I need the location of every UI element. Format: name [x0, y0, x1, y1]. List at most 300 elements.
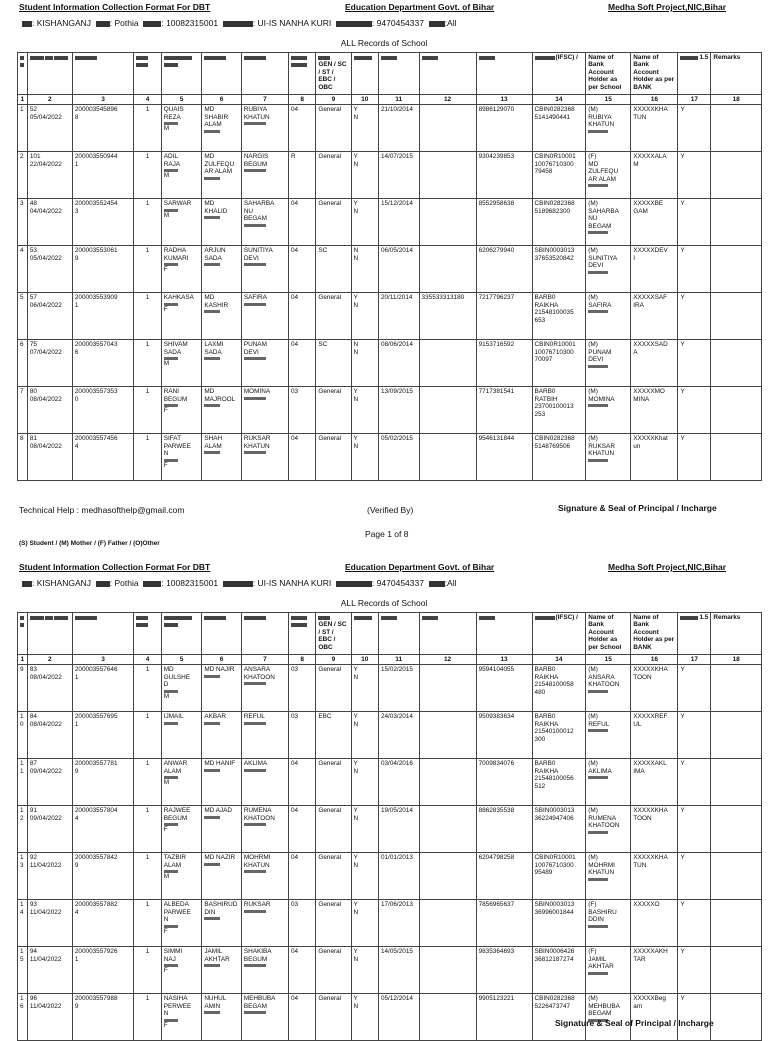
cell-line: N	[353, 254, 359, 262]
hindi-text	[588, 831, 608, 834]
category-cell: General	[316, 947, 351, 994]
cell-line: XXXXXBE	[633, 200, 664, 208]
student-id-cell	[72, 900, 133, 947]
cell-line: MD HANIF	[204, 760, 236, 768]
mobile-cell: 9546131844	[476, 434, 532, 481]
admission-date: 11/04/2022	[29, 861, 62, 869]
ifsc-account-cell	[532, 246, 586, 293]
student-id: 200003557456	[74, 435, 118, 443]
hindi-text	[204, 863, 220, 866]
cell-line: MOMINA	[243, 388, 271, 396]
table-row	[18, 759, 762, 806]
father-name-cell	[202, 759, 242, 806]
col17-cell: Y	[678, 759, 711, 806]
mother-name-cell	[241, 340, 288, 387]
student-id-digit: 3	[74, 207, 79, 215]
mother-name-cell	[241, 900, 288, 947]
cell-line: ALBEDA	[163, 901, 189, 909]
cell-line: (M)	[588, 760, 598, 768]
admission-no: 48	[29, 200, 37, 208]
dob-cell: 08/06/2014	[378, 340, 419, 387]
student-id-cell	[72, 387, 133, 434]
mobile-cell: 9594104055	[476, 665, 532, 712]
cell-line: CBIN0282368	[534, 200, 575, 208]
cell-line: BEGUM	[243, 955, 268, 963]
column-number: 13	[476, 95, 532, 105]
student-name-cell	[161, 806, 202, 853]
code-cell: 04	[288, 293, 315, 340]
cell-line: AKBAR	[204, 713, 226, 721]
cell-line: N	[353, 395, 359, 403]
admission-cell	[27, 994, 72, 1041]
mobile-cell: 7009834076	[476, 759, 532, 806]
yn-cell	[351, 293, 378, 340]
ifsc-account-cell	[532, 900, 586, 947]
cell-line: CBIN0282368	[534, 106, 575, 114]
category-cell: General	[316, 994, 351, 1041]
cell-line: ALAM	[204, 121, 222, 129]
hindi-text	[164, 722, 178, 725]
student-id: 200003557926	[74, 948, 118, 956]
cell-line: Y	[353, 666, 358, 674]
cell-line: ADIL	[163, 153, 178, 161]
cell-line: PUNAM	[243, 341, 267, 349]
admission-date: 07/04/2022	[29, 348, 62, 356]
aadhaar-cell	[419, 246, 476, 293]
cell-line: ANSARA	[588, 673, 615, 681]
mother-name-cell	[241, 994, 288, 1041]
code-cell: 03	[288, 387, 315, 434]
category-cell: General	[316, 199, 351, 246]
cell-line: XXXXXDEV	[633, 247, 668, 255]
column-number: 7	[241, 95, 288, 105]
admission-no: 94	[29, 948, 37, 956]
dob-cell: 17/06/2013	[378, 900, 419, 947]
hindi-text	[588, 972, 608, 975]
code-cell: 04	[288, 759, 315, 806]
column-number: 17	[678, 95, 711, 105]
admission-cell	[27, 387, 72, 434]
cell-line: REFUL	[243, 713, 265, 721]
admission-no: 83	[29, 666, 37, 674]
serial-cell: 14	[18, 900, 28, 947]
cell-line: XXXXXKHA	[633, 106, 668, 114]
cell-line: BEGAM	[243, 1002, 267, 1010]
header-center: Education Department Govt. of Bihar	[345, 2, 495, 12]
col17-cell: Y	[678, 340, 711, 387]
admission-cell	[27, 947, 72, 994]
cell-line: Y	[353, 713, 358, 721]
cell-line: N	[353, 767, 359, 775]
hindi-text	[244, 722, 266, 725]
student-id-cell	[72, 199, 133, 246]
cell-line: N	[163, 916, 169, 924]
aadhaar-cell	[419, 105, 476, 152]
header-right: Medha Soft Project,NIC,Bihar	[608, 2, 727, 12]
hindi-text	[204, 130, 220, 133]
ifsc-account-cell	[532, 199, 586, 246]
cell-line: NU	[588, 215, 598, 223]
hindi-text	[244, 303, 266, 306]
student-id-digit: 9	[74, 1002, 79, 1010]
cell-line: AKLIMA	[588, 767, 612, 775]
cell-line: N	[353, 160, 359, 168]
header-right-2: Medha Soft Project,NIC,Bihar	[608, 562, 727, 572]
cell-line: SIMMI	[163, 948, 183, 956]
district-value-2: : KISHANGANJ	[32, 578, 92, 588]
code-cell: 04	[288, 434, 315, 481]
cell-line: N	[353, 908, 359, 916]
cell-line: MD NAZIR	[204, 854, 236, 862]
column-number: 1	[18, 655, 28, 665]
cell-line: MOHRMI	[588, 861, 615, 869]
col17-cell: Y	[678, 199, 711, 246]
hindi-text	[204, 769, 220, 772]
col17-cell: Y	[678, 434, 711, 481]
class-cell: 1	[134, 994, 161, 1041]
column-number: 18	[711, 95, 762, 105]
cell-line: MOHRMI	[243, 854, 271, 862]
admission-date: 11/04/2022	[29, 1002, 62, 1010]
cell-line: KUMARI	[163, 254, 189, 262]
father-name-cell	[202, 994, 242, 1041]
cell-line: (M)	[588, 666, 598, 674]
cell-line: SAHARBA	[243, 200, 275, 208]
admission-cell	[27, 293, 72, 340]
student-id-digit: 9	[74, 861, 79, 869]
class-cell: 1	[134, 759, 161, 806]
holder-bank-header-2: Name of Bank Account Holder as per BANK	[631, 613, 678, 655]
table-row	[18, 105, 762, 152]
cell-line: TOON	[633, 814, 652, 822]
cell-line: RAIKHA	[534, 767, 559, 775]
column-number: 11	[378, 95, 419, 105]
cell-line: NUHUL	[204, 995, 227, 1003]
cell-line: KHATOON	[588, 822, 620, 830]
hindi-text	[244, 263, 266, 266]
admission-no: 52	[29, 106, 37, 114]
holder-school-cell	[586, 947, 631, 994]
class-cell: 1	[134, 665, 161, 712]
cell-line: PARWEE	[163, 908, 191, 916]
column-number: 10	[351, 95, 378, 105]
hindi-text	[204, 177, 220, 180]
serial-cell: 8	[18, 434, 28, 481]
student-name-cell	[161, 105, 202, 152]
student-id-digit: 1	[74, 955, 79, 963]
column-number: 16	[631, 655, 678, 665]
serial-cell: 9	[18, 665, 28, 712]
table-row	[18, 340, 762, 387]
cell-line: XXXXXAKH	[633, 948, 668, 956]
dob-cell: 06/05/2014	[378, 246, 419, 293]
cell-line: MD	[163, 666, 174, 674]
serial-cell: 12	[18, 806, 28, 853]
cell-line: PARWEE	[163, 442, 191, 450]
remarks-header: Remarks	[711, 53, 762, 95]
student-id-cell	[72, 806, 133, 853]
cell-line: 95489	[534, 869, 553, 877]
cell-line: KHATOON	[243, 673, 275, 681]
cell-line: N	[353, 861, 359, 869]
cell-line: SAFIRA	[243, 294, 267, 302]
hindi-text	[588, 690, 608, 693]
cell-line: N	[163, 1010, 169, 1018]
remarks-cell	[711, 152, 762, 199]
cell-line: (M)	[588, 854, 598, 862]
category-cell: General	[316, 900, 351, 947]
cell-line: XXXXXSAD	[633, 341, 668, 349]
column-number: 5	[161, 655, 202, 665]
holder-school-cell	[586, 665, 631, 712]
student-name-cell	[161, 853, 202, 900]
holder-school-cell	[586, 853, 631, 900]
cell-line: Y	[353, 807, 358, 815]
cell-line: (M)	[588, 106, 598, 114]
cell-line: RAIKHA	[534, 301, 559, 309]
gender: F	[163, 266, 168, 274]
mobile-cell: 6206279940	[476, 246, 532, 293]
admission-no: 101	[29, 153, 41, 161]
hindi-text	[204, 917, 220, 920]
table-row	[18, 293, 762, 340]
cell-line: RUBIYA	[243, 106, 268, 114]
remarks-cell	[711, 293, 762, 340]
column-number: 10	[351, 655, 378, 665]
hindi-text	[204, 263, 220, 266]
cell-line: AR ALAM	[204, 168, 233, 176]
student-id-cell	[72, 105, 133, 152]
aadhaar-cell: 335533313180	[419, 293, 476, 340]
yn-cell	[351, 152, 378, 199]
code-cell: 03	[288, 712, 315, 759]
cell-line: RUMENA	[588, 814, 616, 822]
student-id: 200003557882	[74, 901, 118, 909]
cell-line: (M)	[588, 995, 598, 1003]
col17-cell: Y	[678, 712, 711, 759]
column-number: 9	[316, 655, 351, 665]
cell-line: NU	[243, 207, 254, 215]
aadhaar-cell	[419, 994, 476, 1041]
cell-line: N	[353, 348, 359, 356]
student-id: 200003550944	[74, 153, 118, 161]
cell-line: IJMAIL	[163, 713, 184, 721]
student-id: 200003557988	[74, 995, 118, 1003]
ifsc-account-cell	[532, 387, 586, 434]
cell-line: MINA	[633, 395, 650, 403]
holder-bank-cell	[631, 387, 678, 434]
cell-line: XXXXXBeg	[633, 995, 666, 1003]
code-cell: 04	[288, 806, 315, 853]
aadhaar-cell	[419, 340, 476, 387]
yn-cell	[351, 712, 378, 759]
cell-line: CBIN0282368	[534, 995, 575, 1003]
admission-cell	[27, 806, 72, 853]
class-cell: 1	[134, 340, 161, 387]
hindi-text	[588, 459, 608, 462]
hindi-text	[244, 823, 266, 826]
remarks-cell	[711, 994, 762, 1041]
cell-line: N	[353, 341, 359, 349]
hindi-text	[204, 216, 220, 219]
mother-name-cell	[241, 105, 288, 152]
cell-line: RAJWEE	[163, 807, 191, 815]
hindi-text	[244, 122, 266, 125]
cell-line: BEGAM	[588, 222, 612, 230]
ifsc-account-cell	[532, 853, 586, 900]
cell-line: BARB0	[534, 760, 556, 768]
col17-cell: Y	[678, 947, 711, 994]
cell-line: KHATOON	[588, 681, 620, 689]
column-number: 14	[532, 655, 586, 665]
header-center-2: Education Department Govt. of Bihar	[345, 562, 495, 572]
cell-line: N	[353, 113, 359, 121]
cell-line: MD AJAD	[204, 807, 233, 815]
father-name-cell	[202, 712, 242, 759]
holder-school-cell	[586, 712, 631, 759]
code-cell: 03	[288, 900, 315, 947]
mobile-cell: 6204798258	[476, 853, 532, 900]
block-value: : Pothia	[109, 18, 139, 28]
code-cell: 04	[288, 947, 315, 994]
student-id-digit: 9	[74, 767, 79, 775]
cell-line: MOMINA	[588, 395, 615, 403]
udise-value: : 10082315001	[161, 18, 219, 28]
column-number: 13	[476, 655, 532, 665]
student-id-digit: 1	[74, 673, 79, 681]
column-number: 8	[288, 95, 315, 105]
holder-school-cell	[586, 900, 631, 947]
cell-line: PERWEE	[163, 1002, 192, 1010]
dob-cell: 01/01/2013	[378, 853, 419, 900]
cell-line: TOON	[633, 673, 652, 681]
ifsc-account-cell	[532, 712, 586, 759]
ifsc-account-cell	[532, 947, 586, 994]
dob-cell: 15/12/2014	[378, 199, 419, 246]
table-row	[18, 947, 762, 994]
cell-line: SUNITIYA	[588, 254, 618, 262]
column-number: 14	[532, 95, 586, 105]
student-id-cell	[72, 853, 133, 900]
admission-cell	[27, 900, 72, 947]
class-cell: 1	[134, 246, 161, 293]
class-cell: 1	[134, 900, 161, 947]
dob-cell: 05/12/2014	[378, 994, 419, 1041]
holder-bank-cell	[631, 759, 678, 806]
student-name-cell	[161, 994, 202, 1041]
cell-line: XXXXXALA	[633, 153, 667, 161]
cell-line: Y	[353, 854, 358, 862]
table-row	[18, 900, 762, 947]
cell-line: 5226473747	[534, 1002, 571, 1010]
holder-bank-cell	[631, 246, 678, 293]
cell-line: NARGIS	[243, 153, 269, 161]
ifsc-account-cell	[532, 152, 586, 199]
page-number: Page 1 of 8	[365, 529, 409, 540]
cell-line: RAIKHA	[534, 720, 559, 728]
admission-cell	[27, 712, 72, 759]
holder-bank-cell	[631, 105, 678, 152]
cell-line: KHATOON	[243, 814, 275, 822]
cell-line: LAXMI	[204, 341, 224, 349]
student-name-cell	[161, 387, 202, 434]
col17-header: 1.5	[699, 54, 709, 61]
remarks-cell	[711, 340, 762, 387]
remarks-cell	[711, 806, 762, 853]
student-name-cell	[161, 947, 202, 994]
admission-date: 09/04/2022	[29, 767, 62, 775]
yn-cell	[351, 900, 378, 947]
cell-line: 653	[534, 316, 546, 324]
student-id-digit: 4	[74, 814, 79, 822]
admission-cell	[27, 665, 72, 712]
cell-line: SBIN0003013	[534, 901, 575, 909]
student-name-cell	[161, 199, 202, 246]
cell-line: N	[353, 955, 359, 963]
remarks-cell	[711, 947, 762, 994]
column-number: 4	[134, 95, 161, 105]
student-id: 200003553061	[74, 247, 118, 255]
admission-date: 05/04/2022	[29, 113, 62, 121]
father-name-cell	[202, 199, 242, 246]
column-number: 15	[586, 95, 631, 105]
admission-no: 96	[29, 995, 37, 1003]
father-name-cell	[202, 806, 242, 853]
report-page-2	[0, 560, 768, 1041]
hindi-text	[244, 964, 266, 967]
aadhaar-cell	[419, 152, 476, 199]
hindi-text	[204, 404, 220, 407]
cell-line: SHIVAM	[163, 341, 188, 349]
cell-line: BEGUM	[163, 814, 188, 822]
all-records-title: ALL Records of School	[340, 38, 428, 48]
column-number: 16	[631, 95, 678, 105]
hindi-text	[588, 878, 608, 881]
yn-cell	[351, 246, 378, 293]
cell-line: 5141490441	[534, 113, 571, 121]
hindi-text	[244, 910, 266, 913]
student-id-cell	[72, 665, 133, 712]
cell-line: BARB0	[534, 713, 556, 721]
cell-line: 21548100058	[534, 681, 574, 689]
cell-line: 480	[534, 688, 546, 696]
column-number: 12	[419, 655, 476, 665]
column-number: 4	[134, 655, 161, 665]
cell-line: Y	[353, 948, 358, 956]
hindi-text	[204, 675, 220, 678]
cell-line: KHATUN	[243, 861, 270, 869]
ifsc-account-cell	[532, 293, 586, 340]
father-name-cell	[202, 434, 242, 481]
father-name-cell	[202, 246, 242, 293]
holder-school-cell	[586, 340, 631, 387]
report-header	[0, 0, 768, 16]
cell-line: 21548100056	[534, 775, 574, 783]
class-value: :All	[444, 18, 457, 28]
hindi-text	[204, 310, 220, 313]
remarks-cell	[711, 434, 762, 481]
column-number: 8	[288, 655, 315, 665]
table-row	[18, 853, 762, 900]
cell-line: SBIN0003013	[534, 807, 575, 815]
mobile-cell: 9304239853	[476, 152, 532, 199]
student-id: 200003557043	[74, 341, 118, 349]
student-id-digit: 4	[74, 908, 79, 916]
admission-cell	[27, 759, 72, 806]
cell-line: MEHBUBA	[243, 995, 276, 1003]
holder-bank-cell	[631, 947, 678, 994]
aadhaar-cell	[419, 434, 476, 481]
